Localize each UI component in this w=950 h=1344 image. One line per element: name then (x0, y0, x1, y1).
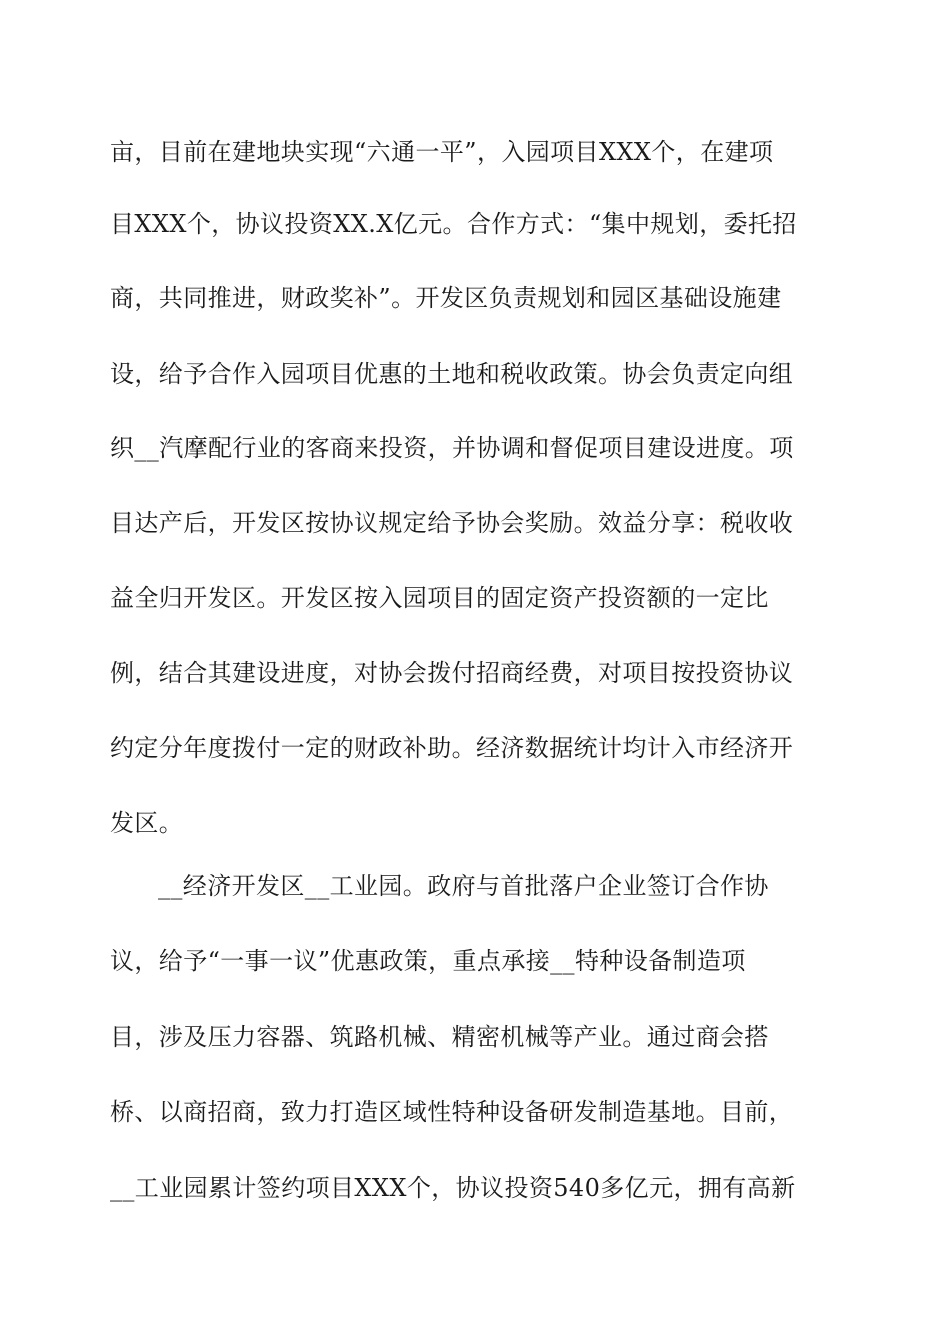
text-line: 目达产后，开发区按协议规定给予协会奖励。效益分享：税收收 (110, 509, 794, 537)
text-line: 亩，目前在建地块实现“六通一平”，入园项目XXX个，在建项 (110, 138, 774, 166)
text-line: 设，给予合作入园项目优惠的土地和税收政策。协会负责定向组 (110, 360, 794, 388)
text-line: 目，涉及压力容器、筑路机械、精密机械等产业。通过商会搭 (110, 1023, 769, 1051)
text-line: 织__汽摩配行业的客商来投资，并协调和督促项目建设进度。项 (110, 434, 794, 462)
text-line: 商，共同推进，财政奖补”。开发区负责规划和园区基础设施建 (110, 284, 782, 312)
text-line: __工业园累计签约项目XXX个，协议投资540多亿元，拥有高新 (110, 1174, 796, 1202)
text-line: 目XXX个，协议投资XX.X亿元。合作方式：“集中规划，委托招 (110, 210, 797, 238)
text-line: 例，结合其建设进度，对协会拨付招商经费，对项目按投资协议 (110, 659, 794, 687)
text-line: 议，给予“一事一议”优惠政策，重点承接__特种设备制造项 (110, 947, 746, 975)
text-line: 益全归开发区。开发区按入园项目的固定资产投资额的一定比 (110, 584, 769, 612)
text-line: 桥、以商招商，致力打造区域性特种设备研发制造基地。目前， (110, 1098, 794, 1126)
paragraph-first-line: __经济开发区__工业园。政府与首批落户企业签订合作协 (158, 872, 769, 900)
text-line: 发区。 (110, 809, 184, 837)
text-line: 约定分年度拨付一定的财政补助。经济数据统计均计入市经济开 (110, 734, 794, 762)
